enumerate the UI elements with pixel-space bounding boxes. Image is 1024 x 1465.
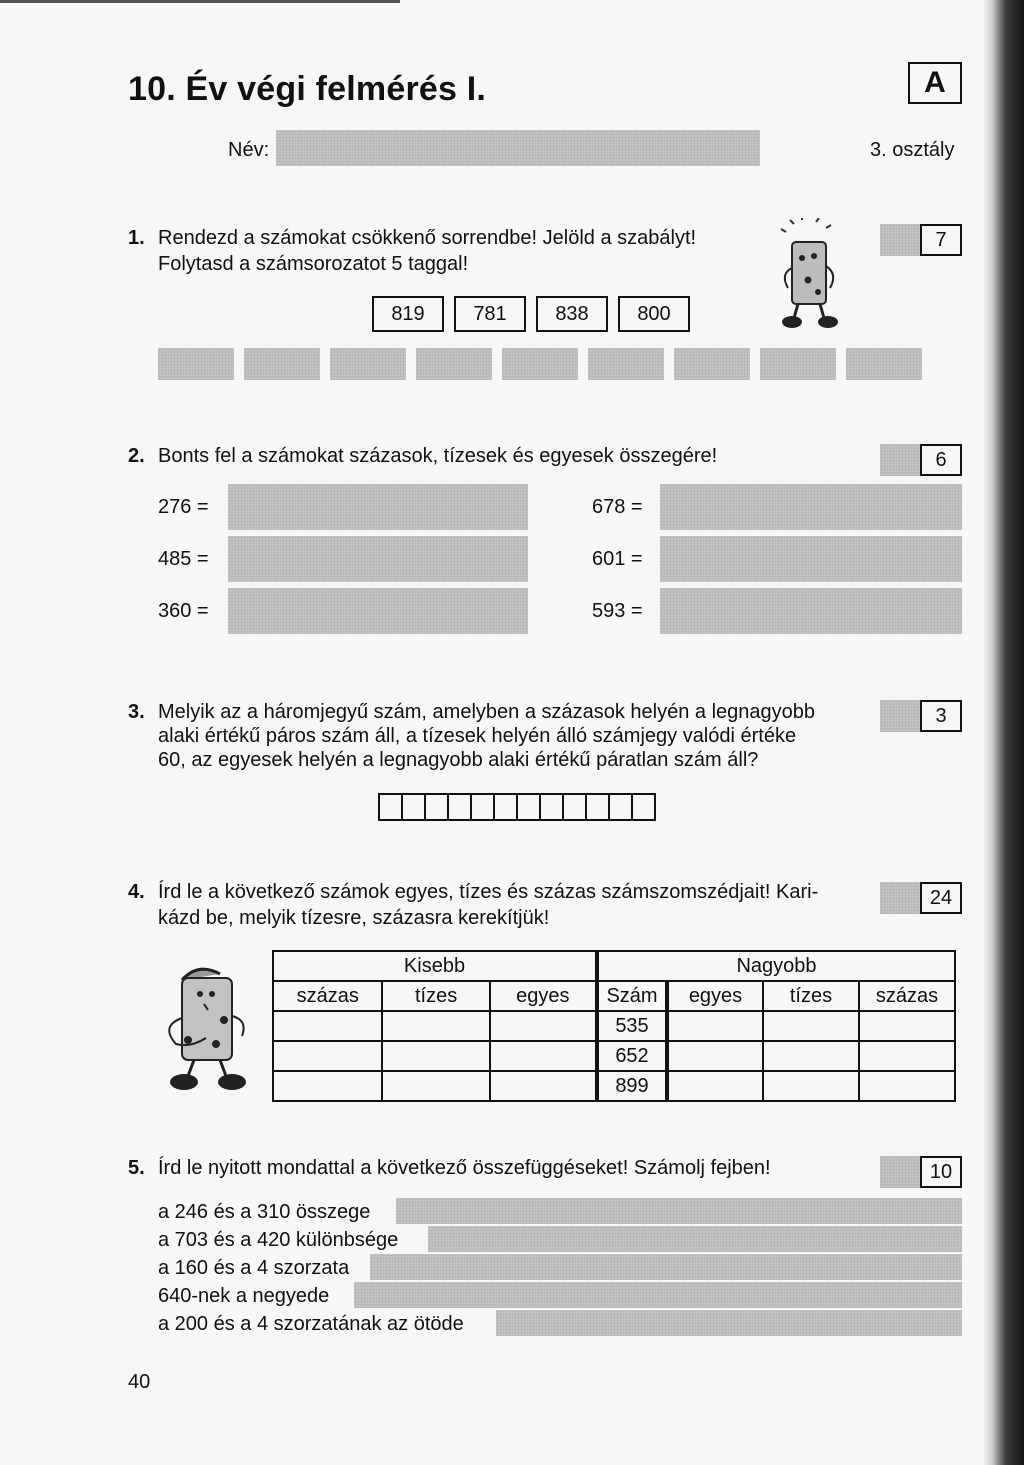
decompose-answer-field[interactable] bbox=[660, 536, 962, 582]
task5-item: a 160 és a 4 szorzata bbox=[158, 1257, 350, 1279]
task4-text-line1: Írd le a következő számok egyes, tízes és százas számszomszédjait! Kari- bbox=[158, 881, 819, 903]
sequence-answer-field[interactable] bbox=[760, 348, 836, 380]
task5-answer-field[interactable] bbox=[354, 1282, 962, 1308]
task1-score-max: 7 bbox=[920, 224, 962, 256]
table-cell[interactable] bbox=[490, 1011, 597, 1041]
digit-box[interactable] bbox=[447, 793, 472, 821]
group-header-larger: Nagyobb bbox=[597, 951, 955, 981]
table-cell[interactable] bbox=[667, 1011, 763, 1041]
task1-number-box-2: 781 bbox=[454, 296, 526, 332]
decompose-answer-field[interactable] bbox=[228, 484, 528, 530]
table-row bbox=[273, 1011, 955, 1041]
col-header: százas bbox=[273, 981, 382, 1011]
number-cell: 535 bbox=[597, 1011, 667, 1041]
table-cell[interactable] bbox=[763, 1041, 859, 1071]
col-header: tízes bbox=[763, 981, 859, 1011]
number-neighbors-table bbox=[272, 950, 956, 1102]
answer-digit-boxes[interactable] bbox=[380, 793, 656, 821]
col-header: egyes bbox=[490, 981, 597, 1011]
task5-number: 5. bbox=[128, 1157, 145, 1179]
decompose-label: 593 = bbox=[592, 600, 643, 622]
table-row bbox=[273, 1041, 955, 1071]
table-cell[interactable] bbox=[667, 1071, 763, 1101]
task4-score-field[interactable] bbox=[880, 882, 920, 914]
digit-box[interactable] bbox=[424, 793, 449, 821]
task1-score bbox=[880, 224, 964, 256]
table-cell[interactable] bbox=[763, 1011, 859, 1041]
task1-number-box-1: 819 bbox=[372, 296, 444, 332]
task5-item: a 200 és a 4 szorzatának az ötöde bbox=[158, 1313, 464, 1335]
task5-answer-field[interactable] bbox=[370, 1254, 962, 1280]
task5-score-field[interactable] bbox=[880, 1156, 920, 1188]
task5-item: 640-nek a negyede bbox=[158, 1285, 330, 1307]
decompose-answer-field[interactable] bbox=[660, 588, 962, 634]
table-cell[interactable] bbox=[382, 1011, 489, 1041]
task2-text: Bonts fel a számokat százasok, tízesek és egyesek összegére! bbox=[158, 445, 718, 467]
digit-box[interactable] bbox=[608, 793, 633, 821]
group-header-smaller: Kisebb bbox=[273, 951, 597, 981]
decompose-label: 360 = bbox=[158, 600, 209, 622]
sequence-answer-field[interactable] bbox=[502, 348, 578, 380]
sequence-answer-field[interactable] bbox=[416, 348, 492, 380]
decompose-answer-field[interactable] bbox=[228, 536, 528, 582]
table-row bbox=[273, 1071, 955, 1101]
task5-item: a 703 és a 420 különbsége bbox=[158, 1229, 399, 1251]
grade-label: 3. osztály bbox=[870, 139, 955, 161]
task5-text: Írd le nyitott mondattal a következő összefüggéseket! Számolj fejben! bbox=[158, 1157, 771, 1179]
table-cell[interactable] bbox=[763, 1071, 859, 1101]
task4-score-max: 24 bbox=[920, 882, 962, 914]
decompose-label: 276 = bbox=[158, 496, 209, 518]
page-title: 10. Év végi felmérés I. bbox=[128, 70, 487, 108]
table-cell[interactable] bbox=[273, 1041, 382, 1071]
digit-box[interactable] bbox=[585, 793, 610, 821]
task1-number: 1. bbox=[128, 227, 145, 249]
sequence-answer-field[interactable] bbox=[846, 348, 922, 380]
table-cell[interactable] bbox=[382, 1041, 489, 1071]
task5-answer-field[interactable] bbox=[428, 1226, 962, 1252]
table-cell[interactable] bbox=[859, 1071, 955, 1101]
digit-box[interactable] bbox=[401, 793, 426, 821]
top-edge-line bbox=[0, 0, 400, 3]
decompose-label: 485 = bbox=[158, 548, 209, 570]
number-cell: 899 bbox=[597, 1071, 667, 1101]
decompose-label: 678 = bbox=[592, 496, 643, 518]
name-label: Név: bbox=[228, 139, 270, 161]
table-cell[interactable] bbox=[273, 1011, 382, 1041]
task3-text-line2: alaki értékű páros szám áll, a tízesek helyén álló számjegy valódi értéke bbox=[158, 725, 797, 747]
task1-text-line2: Folytasd a számsorozatot 5 taggal! bbox=[158, 253, 469, 275]
sweating-die-character-icon bbox=[772, 218, 848, 330]
number-cell: 652 bbox=[597, 1041, 667, 1071]
variant-box: A bbox=[908, 62, 962, 104]
task5-score bbox=[880, 1156, 964, 1188]
sequence-answer-field[interactable] bbox=[330, 348, 406, 380]
decompose-label: 601 = bbox=[592, 548, 643, 570]
digit-box[interactable] bbox=[631, 793, 656, 821]
name-field[interactable] bbox=[276, 130, 760, 166]
task4-score bbox=[880, 882, 964, 914]
task1-number-box-4: 800 bbox=[618, 296, 690, 332]
task5-answer-field[interactable] bbox=[496, 1310, 962, 1336]
task3-text-line1: Melyik az a háromjegyű szám, amelyben a százasok helyén a legnagyobb bbox=[158, 701, 816, 723]
task2-score bbox=[880, 444, 964, 476]
task4-text-line2: kázd be, melyik tízesre, százasra kerekítjük! bbox=[158, 907, 550, 929]
task3-number: 3. bbox=[128, 701, 145, 723]
digit-box[interactable] bbox=[470, 793, 495, 821]
table-cell[interactable] bbox=[273, 1071, 382, 1101]
book-spine-shadow bbox=[984, 0, 1024, 1465]
decompose-answer-field[interactable] bbox=[228, 588, 528, 634]
col-header: tízes bbox=[382, 981, 489, 1011]
table-cell[interactable] bbox=[667, 1041, 763, 1071]
task5-score-max: 10 bbox=[920, 1156, 962, 1188]
task3-score-max: 3 bbox=[920, 700, 962, 732]
task4-number: 4. bbox=[128, 881, 145, 903]
task3-text-line3: 60, az egyesek helyén a legnagyobb alaki értékű páratlan szám áll? bbox=[158, 749, 759, 771]
task2-number: 2. bbox=[128, 445, 145, 467]
sequence-answer-field[interactable] bbox=[588, 348, 664, 380]
table-cell[interactable] bbox=[490, 1041, 597, 1071]
task5-item: a 246 és a 310 összege bbox=[158, 1201, 371, 1223]
col-header: egyes bbox=[667, 981, 763, 1011]
table-cell[interactable] bbox=[490, 1071, 597, 1101]
sequence-answer-field[interactable] bbox=[244, 348, 320, 380]
task1-number-box-3: 838 bbox=[536, 296, 608, 332]
task3-score bbox=[880, 700, 964, 732]
digit-box[interactable] bbox=[378, 793, 403, 821]
task2-score-max: 6 bbox=[920, 444, 962, 476]
digit-box[interactable] bbox=[562, 793, 587, 821]
page-number: 40 bbox=[128, 1371, 151, 1393]
sequence-answer-field[interactable] bbox=[674, 348, 750, 380]
col-header-number: Szám bbox=[597, 981, 667, 1011]
table-cell[interactable] bbox=[382, 1071, 489, 1101]
task1-text-line1: Rendezd a számokat csökkenő sorrendbe! Jelöld a szabályt! bbox=[158, 227, 697, 249]
table-cell[interactable] bbox=[859, 1041, 955, 1071]
digit-box[interactable] bbox=[539, 793, 564, 821]
task2-score-field[interactable] bbox=[880, 444, 920, 476]
sequence-answer-field[interactable] bbox=[158, 348, 234, 380]
task1-score-field[interactable] bbox=[880, 224, 920, 256]
digit-box[interactable] bbox=[493, 793, 518, 821]
task3-score-field[interactable] bbox=[880, 700, 920, 732]
digit-box[interactable] bbox=[516, 793, 541, 821]
table-cell[interactable] bbox=[859, 1011, 955, 1041]
task5-answer-field[interactable] bbox=[396, 1198, 962, 1224]
col-header: százas bbox=[859, 981, 955, 1011]
thinking-die-character-icon bbox=[158, 958, 258, 1094]
decompose-answer-field[interactable] bbox=[660, 484, 962, 530]
